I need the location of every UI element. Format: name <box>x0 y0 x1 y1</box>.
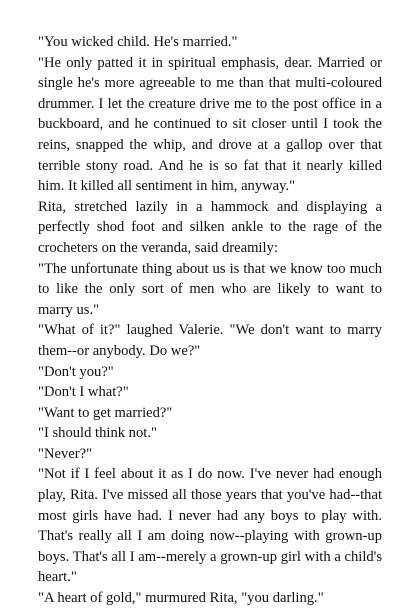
paragraph: Rita, stretched lazily in a hammock and displaying a perfectly shod foot and silken ankle to the rage of the crocheters on the veranda, said dreamily: <box>38 198 382 256</box>
paragraph: "Don't I what?" <box>38 384 129 401</box>
paragraph: "Want to get married?" <box>38 404 173 421</box>
paragraph: "I should think not." <box>38 425 157 442</box>
paragraph: "A heart of gold," murmured Rita, "you darling." <box>38 590 324 607</box>
paragraph: "Don't you?" <box>38 363 114 380</box>
paragraph: "Not if I feel about it as I do now. I've never had enough play, Rita. I've missed all those years that you've had--that most girls have had. I never had any boys to play with. That's really all I am doing now--playing with grown-up boys. That's all I am--merely a grown-up girl with a child's heart." <box>38 466 382 586</box>
paragraph: "You wicked child. He's married." <box>38 34 238 50</box>
paragraph: "What of it?" laughed Valerie. "We don't want to marry them--or anybody. Do we?" <box>38 322 382 359</box>
page-text <box>38 32 382 609</box>
paragraph: "The unfortunate thing about us is that we know too much to like the only sort of men who are likely to want to marry us." <box>38 260 382 318</box>
paragraph: "Never?" <box>38 445 93 462</box>
paragraph: "He only patted it in spiritual emphasis, dear. Married or single he's more agreeable to me than that multi-coloured drummer. I let the creature drive me to the post office in a buckboard, and he continued to sit closer until I took the reins, snapped the whip, and drove at a gallop over that terrible stony road. And he is so fat that it nearly killed him. It killed all sentiment in him, anyway." <box>38 54 382 195</box>
